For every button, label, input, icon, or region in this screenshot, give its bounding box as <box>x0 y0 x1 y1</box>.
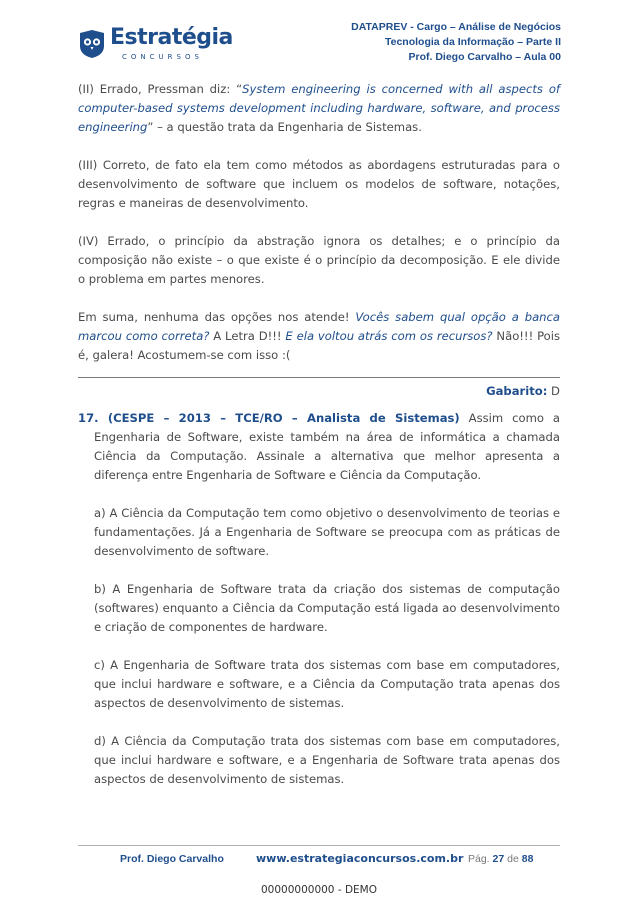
footer-divider <box>78 845 560 846</box>
page-header <box>0 0 638 80</box>
footer-author: Prof. Diego Carvalho <box>120 853 224 865</box>
question-source: (CESPE – 2013 – TCE/RO – Analista de Sistemas) <box>107 411 460 425</box>
paragraph-ii: (II) Errado, Pressman diz: “System engineering is concerned with all aspects of computer-based systems development including hardware, software, and process engineering” – a questão trata da Engenharia de Sistemas. <box>78 82 560 134</box>
logo-text: Estratégia <box>110 25 233 50</box>
summary-emphasis-1: Vocês sabem qual opção a banca marcou como correta? <box>78 310 560 343</box>
estrategia-logo <box>78 25 233 64</box>
page-content <box>78 80 560 808</box>
course-info <box>351 20 561 65</box>
option-a: a) A Ciência da Computação tem como objetivo o desenvolvimento de teorias e fundamentações. Já a Engenharia de Software se preocupa com as práticas de desenvolvimento de software. <box>94 506 560 558</box>
answer-key <box>78 382 560 401</box>
owl-emblem-icon <box>78 30 106 58</box>
option-b: b) A Engenharia de Software trata da criação dos sistemas de computação (softwares) enquanto a Ciência da Computação está ligada ao desenvolvimento e criação de componentes de hardware. <box>94 582 560 634</box>
answer-key-label: Gabarito: <box>486 384 548 398</box>
option-c: c) A Engenharia de Software trata dos sistemas com base em computadores, que inclui hardware e software, e a Ciência da Computação trata apenas dos aspectos de desenvolvimento de sistemas. <box>94 658 560 710</box>
logo-subtitle: CONCURSOS <box>122 53 203 61</box>
course-professor: Prof. Diego Carvalho – Aula 00 <box>408 51 561 63</box>
answer-key-value: D <box>547 384 560 398</box>
course-title: DATAPREV - Cargo – Análise de Negócios <box>351 21 561 33</box>
summary-emphasis-2: E ela voltou atrás com os recursos? <box>285 329 493 343</box>
demo-watermark-text: 00000000000 - DEMO <box>261 884 377 896</box>
paragraph-iii: (III) Correto, de fato ela tem como métodos as abordagens estruturadas para o desenvolvimento de software que incluem os modelos de software, notações, regras e maneiras de desenvolvimento. <box>78 158 560 210</box>
pressman-quote: System engineering is concerned with all aspects of computer-based systems development including hardware, software, and process engineering <box>78 82 560 134</box>
section-divider <box>78 377 560 378</box>
question-number: 17. <box>78 411 108 425</box>
option-d: d) A Ciência da Computação trata dos sistemas com base em computadores, que inclui hardware e software, e a Engenharia de Software trata apenas dos aspectos de desenvolvimento de sistemas. <box>94 734 560 786</box>
page-number: Pág. 27 de 88 <box>468 853 534 865</box>
course-part: Tecnologia da Informação – Parte II <box>384 36 561 48</box>
footer-website-link[interactable]: www.estrategiaconcursos.com.br <box>256 852 464 865</box>
question-statement <box>78 409 560 485</box>
paragraph-summary: Em suma, nenhuma das opções nos atende! Vocês sabem qual opção a banca marcou como correta? A Letra D!!! E ela voltou atrás com os recursos? Não!!! Pois é, galera! Acostumem-se com isso :( <box>78 310 560 362</box>
page-footer <box>78 853 560 871</box>
paragraph-iv: (IV) Errado, o princípio da abstração ignora os detalhes; e o princípio da composição não existe – o que existe é o princípio da decomposição. E ele divide o problema em partes menores. <box>78 234 560 286</box>
question-text: Assim como a Engenharia de Software, existe também na área de informática a chamada Ciência da Computação. Assinale a alternativa que melhor apresenta a diferença entre Engenharia de Software e Ciência da Computação. <box>94 411 561 482</box>
question-17 <box>78 409 560 789</box>
